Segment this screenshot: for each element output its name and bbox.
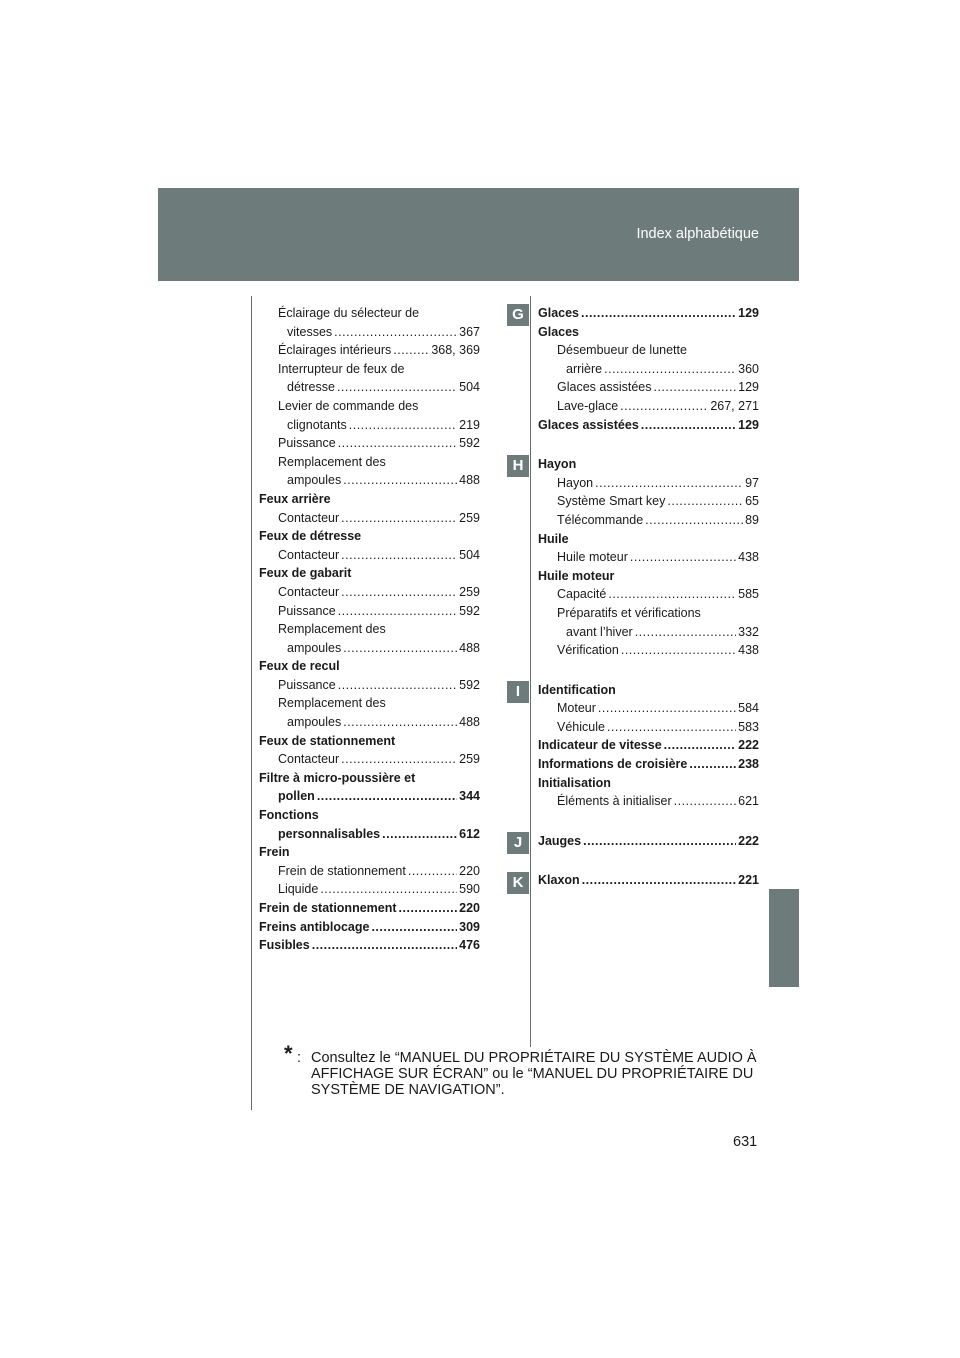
dot-leader [382,825,457,844]
dot-leader [341,546,457,565]
index-entry-page: 332 [738,624,759,639]
dot-leader [641,416,736,435]
index-entry-label: détresse [287,380,335,395]
index-entry: Feux arrière [259,491,331,506]
index-entry-page: 592 [459,603,480,618]
dot-leader [341,750,457,769]
index-entry-page: 220 [459,863,480,878]
index-entry [259,787,480,806]
dot-leader [667,492,743,511]
section-title: Index alphabétique [636,226,759,242]
index-entry-page: 97 [745,475,759,490]
index-entry-page: 360 [738,361,759,376]
dot-leader [621,641,736,660]
index-entry-label: Klaxon [538,873,580,888]
dot-leader [608,585,736,604]
index-entry [259,471,480,490]
index-entry-label: Puissance [278,677,336,692]
index-entry [259,546,480,565]
index-entry: Levier de commande des [278,398,419,413]
index-entry-page: 220 [459,901,480,915]
index-entry-label: Éléments à initialiser [557,794,672,809]
index-entry-page: 438 [738,550,759,565]
index-entry: Remplacement des [278,696,386,711]
index-entry: Hayon [538,457,577,472]
index-entry-label: Informations de croisière [538,757,688,772]
index-entry-label: Freins antiblocage [259,919,370,934]
index-entry-label: Frein de stationnement [278,863,406,878]
index-entry [259,936,480,955]
index-entry: Frein [259,845,290,860]
index-entry-label: Liquide [278,882,319,897]
index-entry-page: 592 [459,677,480,692]
index-entry-label: vitesses [287,324,333,339]
column-divider [530,296,531,1047]
index-entry-page: 89 [745,512,759,527]
dot-leader [338,434,457,453]
dot-leader [320,880,457,899]
index-entry-label: Capacité [557,587,607,602]
page-number: 631 [733,1134,758,1150]
index-entry [538,360,759,379]
index-entry-label: Indicateur de vitesse [538,738,662,753]
footnote-star: * [284,1041,293,1066]
dot-leader [343,471,457,490]
index-entry [259,676,480,695]
index-entry-label: Télécommande [557,512,644,527]
index-entry [259,341,480,360]
index-entry-page: 267, 271 [710,398,759,413]
index-entry [259,583,480,602]
index-entry-page: 488 [459,715,480,730]
index-entry: Feux de gabarit [259,566,352,581]
index-entry-label: Glaces [538,306,580,320]
dot-leader [371,918,457,937]
dot-leader [582,871,736,890]
index-entry-page: 583 [738,719,759,734]
index-entry: Huile [538,531,569,546]
dot-leader [317,787,457,806]
dot-leader [607,718,736,737]
dot-leader [620,397,708,416]
index-entry [259,880,480,899]
index-entry [538,718,759,737]
index-entry: Identification [538,682,616,697]
dot-leader [604,360,736,379]
index-entry-label: Glaces assistées [557,380,652,395]
dot-leader [334,323,457,342]
index-entry-page: 238 [738,757,759,772]
index-entry [259,378,480,397]
section-gap [538,660,759,681]
index-entry-label: Puissance [278,603,336,618]
index-entry-label: Véhicule [557,719,605,734]
index-entry-page: 612 [459,826,480,841]
section-gap [538,811,759,832]
index-entry [538,416,759,435]
dot-leader [393,341,429,360]
index-entry-page: 368, 369 [431,343,480,358]
index-entry: Préparatifs et vérifications [557,605,701,620]
dot-leader [341,509,457,528]
index-entry-label: pollen [278,789,315,804]
index-entry-page: 129 [738,417,759,432]
index-entry-label: Hayon [557,475,594,490]
index-entry-page: 488 [459,473,480,488]
index-entry-label: personnalisables [278,826,381,841]
index-entry-page: 259 [459,752,480,767]
index-entry: Remplacement des [278,454,386,469]
index-entry [538,474,759,493]
dot-leader [349,416,457,435]
index-entry [259,825,480,844]
index-entry-label: Huile moteur [557,550,628,565]
index-entry-page: 621 [738,794,759,809]
section-letter-j: J [507,832,529,854]
index-entry [538,378,759,397]
index-entry-page: 367 [459,324,480,339]
section-letter-k: K [507,872,529,894]
dot-leader [689,755,736,774]
index-entry-label: Glaces assistées [538,417,639,432]
index-entry-page: 592 [459,436,480,451]
index-entry-page: 221 [738,873,759,888]
index-entry-label: ampoules [287,640,342,655]
index-entry-label: ampoules [287,715,342,730]
dot-leader [674,792,737,811]
index-entry: Fonctions [259,808,319,823]
section-letter-g: G [507,304,529,326]
index-entry: Glaces [538,324,580,339]
index-entry [538,304,759,323]
index-entry: Huile moteur [538,568,615,583]
section-thumb-tab [769,889,799,987]
index-entry [538,585,759,604]
section-letter-i: I [507,681,529,703]
footnote [284,1041,764,1098]
dot-leader [338,676,457,695]
dot-leader [341,583,457,602]
index-column-right [538,304,759,890]
dot-leader [312,936,457,955]
section-gap [538,434,759,455]
footnote-text: Consultez le “MANUEL DU PROPRIÉTAIRE DU SYSTÈME AUDIO À AFFICHAGE SUR ÉCRAN” ou le “MANUEL DU PROPRIÉTAIRE DU SYSTÈME DE NAVIGATION”. [311,1050,757,1098]
footnote-colon: : [297,1050,302,1066]
dot-leader [598,699,736,718]
index-entry: Feux de stationnement [259,733,396,748]
dot-leader [399,899,458,918]
index-entry [259,713,480,732]
index-entry-label: ampoules [287,473,342,488]
index-entry-label: Moteur [557,701,596,716]
dot-leader [408,862,457,881]
index-entry-page: 222 [738,738,759,753]
dot-leader [635,623,736,642]
index-entry-label: Contacteur [278,752,340,767]
index-entry-page: 222 [738,833,759,848]
dot-leader [595,474,743,493]
index-entry [259,434,480,453]
index-entry [259,416,480,435]
dot-leader [653,378,736,397]
index-entry-label: Système Smart key [557,494,666,509]
dot-leader [343,639,457,658]
index-column-left [259,304,480,955]
index-entry [538,699,759,718]
dot-leader [664,736,736,755]
index-entry-label: Lave-glace [557,398,619,413]
index-entry: Remplacement des [278,622,386,637]
index-entry-label: Éclairages intérieurs [278,343,392,358]
index-entry [259,509,480,528]
index-entry: Feux de recul [259,659,340,674]
index-entry: Filtre à micro-poussière et [259,770,416,785]
index-entry-page: 488 [459,640,480,655]
index-entry-label: Vérification [557,643,619,658]
index-entry-page: 344 [459,789,480,804]
index-entry-page: 259 [459,584,480,599]
index-entry [259,602,480,621]
dot-leader [583,832,736,851]
header-band [158,188,799,281]
index-entry [538,511,759,530]
index-entry-page: 504 [459,547,480,562]
index-entry-page: 504 [459,380,480,395]
index-entry-label: Contacteur [278,547,340,562]
dot-leader [343,713,457,732]
index-entry: Feux de détresse [259,529,362,544]
index-entry-label: Jauges [538,833,582,848]
index-entry-page: 585 [738,587,759,602]
section-gap [538,850,759,871]
section-letter-h: H [507,455,529,477]
index-entry-label: clignotants [287,417,347,432]
dot-leader [338,602,457,621]
index-entry [259,862,480,881]
index-entry-label: Puissance [278,436,336,451]
dot-leader [581,304,736,323]
index-entry-label: Frein de stationnement [259,901,397,915]
index-entry-label: Contacteur [278,584,340,599]
index-entry-page: 129 [738,380,759,395]
index-entry-page: 584 [738,701,759,716]
index-entry-label: avant l’hiver [566,624,633,639]
dot-leader [337,378,457,397]
index-entry: Désembueur de lunette [557,343,687,358]
index-entry-page: 476 [459,938,480,953]
left-margin-rule [251,296,252,1110]
index-entry [259,750,480,769]
index-entry [259,918,480,937]
index-entry-label: arrière [566,361,603,376]
index-entry-page: 129 [738,306,759,320]
index-entry: Initialisation [538,775,611,790]
index-entry [538,548,759,567]
index-entry [538,755,759,774]
index-entry-page: 438 [738,643,759,658]
dot-leader [630,548,736,567]
index-entry [538,736,759,755]
index-entry [259,899,480,918]
index-entry [259,639,480,658]
index-entry-page: 219 [459,417,480,432]
index-entry: Interrupteur de feux de [278,361,405,376]
index-entry [538,832,759,851]
index-entry-page: 309 [459,919,480,934]
index-entry [538,641,759,660]
index-entry [259,323,480,342]
index-entry [538,792,759,811]
index-entry-label: Contacteur [278,510,340,525]
index-entry-label: Fusibles [259,938,310,953]
dot-leader [645,511,743,530]
index-entry-page: 259 [459,510,480,525]
index-entry [538,397,759,416]
index-entry [538,623,759,642]
index-entry [538,492,759,511]
index-entry-page: 590 [459,882,480,897]
index-entry: Éclairage du sélecteur de [278,306,420,320]
index-entry-page: 65 [745,494,759,509]
index-entry [538,871,759,890]
